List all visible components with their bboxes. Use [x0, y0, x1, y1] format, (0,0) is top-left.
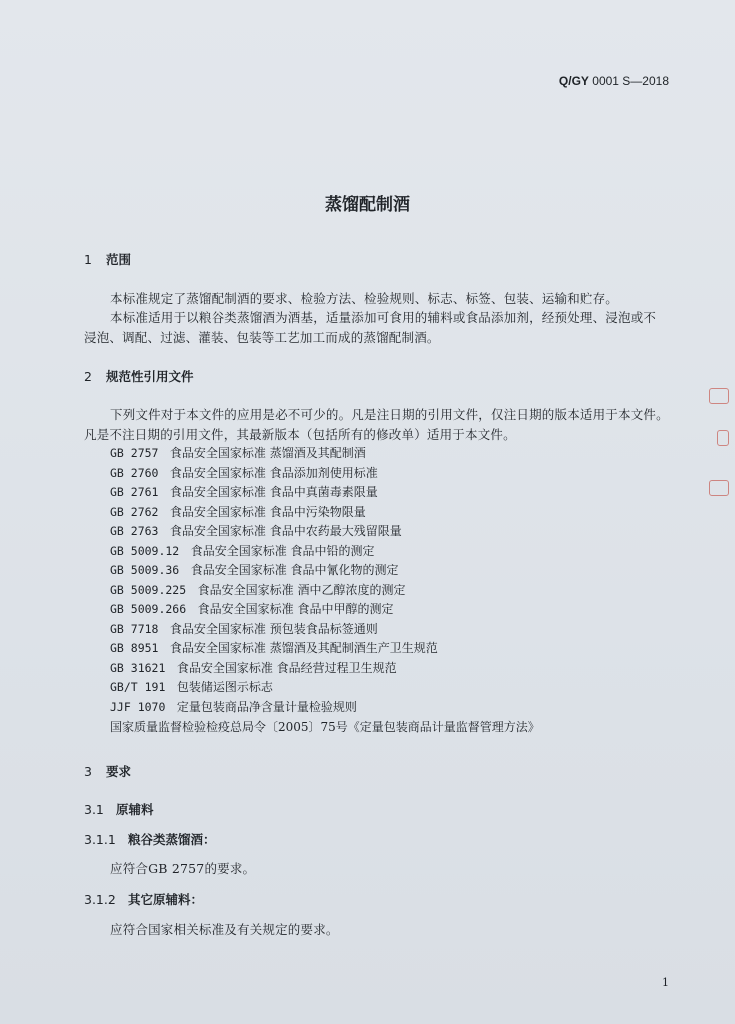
section-3-1-heading: 3.1 原辅料	[84, 802, 154, 817]
section-3-1-1-heading: 3.1.1 粮谷类蒸馏酒：	[84, 832, 216, 847]
section-3-1-1-paragraph: 应符合GB 2757的要求。	[110, 861, 256, 876]
section-2-paragraph-line-2: 凡是不注日期的引用文件，其最新版本（包括所有的修改单）适用于本文件。	[84, 427, 516, 442]
section-3-heading: 3 要求	[84, 764, 132, 779]
reference-item: GB 2763 食品安全国家标准 食品中农药最大残留限量	[110, 524, 402, 538]
seal-edge-mark	[709, 480, 729, 496]
page-number: 1	[662, 976, 669, 989]
section-2-heading: 2 规范性引用文件	[84, 369, 194, 384]
reference-item: GB 5009.12 食品安全国家标准 食品中铅的测定	[110, 544, 375, 558]
reference-item: GB 5009.266 食品安全国家标准 食品中甲醇的测定	[110, 602, 394, 616]
reference-item: GB 31621 食品安全国家标准 食品经营过程卫生规范	[110, 661, 397, 675]
reference-item: GB/T 191 包装储运图示标志	[110, 680, 273, 694]
reference-item: GB 2757 食品安全国家标准 蒸馏酒及其配制酒	[110, 446, 366, 460]
seal-edge-mark	[717, 430, 729, 446]
reference-item: GB 2760 食品安全国家标准 食品添加剂使用标准	[110, 466, 378, 480]
reference-item: GB 5009.36 食品安全国家标准 食品中氰化物的测定	[110, 563, 399, 577]
reference-item: GB 2762 食品安全国家标准 食品中污染物限量	[110, 505, 366, 519]
section-1-paragraph-2-line-2: 浸泡、调配、过滤、灌装、包装等工艺加工而成的蒸馏配制酒。	[84, 330, 440, 345]
reference-item: GB 5009.225 食品安全国家标准 酒中乙醇浓度的测定	[110, 583, 406, 597]
reference-item-decree: 国家质量监督检验检疫总局令〔2005〕75号《定量包装商品计量监督管理方法》	[110, 720, 540, 734]
reference-item: GB 2761 食品安全国家标准 食品中真菌毒素限量	[110, 485, 378, 499]
reference-item: JJF 1070 定量包装商品净含量计量检验规则	[110, 700, 357, 714]
reference-item: GB 7718 食品安全国家标准 预包装食品标签通则	[110, 622, 378, 636]
standard-code-header: Q/GY 0001 S—2018	[558, 74, 669, 88]
section-2-paragraph-line-1: 下列文件对于本文件的应用是必不可少的。凡是注日期的引用文件，仅注日期的版本适用于本文件。	[110, 407, 669, 422]
document-title: 蒸馏配制酒	[325, 195, 410, 215]
section-1-paragraph-1: 本标准规定了蒸馏配制酒的要求、检验方法、检验规则、标志、标签、包装、运输和贮存。	[110, 291, 619, 306]
section-3-1-2-paragraph: 应符合国家相关标准及有关规定的要求。	[110, 922, 339, 937]
section-1-heading: 1 范围	[84, 252, 132, 267]
seal-edge-mark	[709, 388, 729, 404]
section-3-1-2-heading: 3.1.2 其它原辅料：	[84, 892, 204, 907]
section-1-paragraph-2-line-1: 本标准适用于以粮谷类蒸馏酒为酒基，适量添加可食用的辅料或食品添加剂，经预处理、浸泡或不	[110, 310, 657, 325]
reference-item: GB 8951 食品安全国家标准 蒸馏酒及其配制酒生产卫生规范	[110, 641, 438, 655]
